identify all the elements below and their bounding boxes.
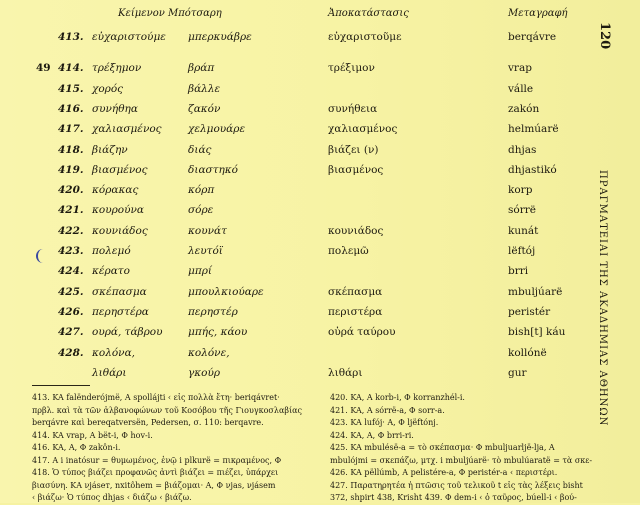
entry-number: 417.	[58, 123, 84, 136]
table-row	[0, 164, 600, 182]
greek-word: χορός	[92, 82, 124, 95]
table-row	[0, 123, 600, 141]
footnote-line: 416. KA, A, Φ zakôn-i.	[32, 443, 121, 452]
transcription: kunát	[508, 224, 539, 237]
transcription: lëftój	[508, 245, 536, 257]
table-row	[0, 225, 600, 243]
manuscript-form: περηστέρ	[188, 305, 238, 318]
transcription: zakón	[508, 102, 540, 115]
transcription: sórrë	[508, 204, 536, 217]
entry-number: 426.	[58, 305, 84, 318]
transcription: gur	[508, 366, 527, 379]
footnote-line: 425. KA mbulésë-a = τὸ σκέπασμα· Φ mbuljuarljë-lja, A	[330, 443, 555, 452]
footnotes-left	[32, 392, 302, 505]
table-row	[0, 265, 600, 283]
transcription: peristér	[508, 305, 551, 318]
entry-number: 413.	[58, 31, 84, 43]
greek-word: τρέξημον	[92, 62, 142, 75]
manuscript-form: μπής, κάου	[188, 326, 248, 339]
entry-number: 428.	[58, 346, 84, 359]
greek-word: ουρά, τάβρου	[92, 326, 163, 339]
footnote-line: 372, shpirt 438, Krisht 439. Φ dem-i ‹ ὁ ταῦρος, búell-i ‹ βού-	[330, 493, 577, 502]
table-row	[0, 103, 600, 121]
greek-word: κολόνα,	[92, 346, 135, 359]
footnote-line: 418. Ὁ τύπος βιάζει προφανῶς ἀντὶ βιάζει = πιέζει, ὑπάρχει	[32, 468, 279, 477]
running-title: ΠΡΑΓΜΑΤΕΙΑΙ ΤΗΣ ΑΚΑΔΗΜΙΑΣ ΑΘΗΝΩΝ	[597, 170, 608, 427]
transcription: bish[t] káu	[508, 326, 566, 339]
entry-number: 425.	[58, 285, 84, 298]
footnote-separator	[32, 385, 90, 386]
table-row	[0, 347, 600, 365]
table-row	[0, 286, 600, 304]
greek-word: συνήθηα	[92, 102, 138, 115]
restored-form: σκέπασμα	[328, 285, 383, 298]
entry-number: 423.	[58, 245, 84, 257]
restored-form: οὐρά ταύρου	[328, 326, 396, 339]
entry-number: 422.	[58, 224, 84, 237]
footnote-line: ‹ βιάζω· Ὁ τύπος dhjas ‹ διάζω ‹ βιάζω.	[32, 493, 192, 502]
restored-form: πολεμῶ	[328, 245, 369, 257]
manuscript-form: κόρπ	[188, 184, 215, 197]
footnote-line: 420. KA, A korb-i, Φ korranzhél-i.	[330, 393, 465, 402]
greek-word: εὐχαριστούμε	[92, 31, 166, 43]
footnote-line: βιασύνη. ΚΑ νjáseт, nxitôhem = βιάζομαι· Α, Φ νjas, νjásem	[32, 480, 276, 490]
greek-word: κουρούνα	[92, 204, 144, 217]
manuscript-form: σόρε	[188, 204, 214, 217]
restored-form: συνήθεια	[328, 102, 378, 115]
greek-word: βιασμένος	[92, 163, 148, 176]
greek-word: λιθάρι	[92, 366, 127, 379]
section-number: 49	[36, 62, 51, 75]
restored-form: περιστέρα	[328, 305, 383, 318]
table-row	[0, 144, 600, 162]
header-col-transcription: Μεταγραφή	[508, 8, 568, 19]
greek-word: κουνιάδος	[92, 224, 148, 237]
manuscript-form: βράπ	[188, 62, 215, 75]
restored-form: λιθάρι	[328, 366, 363, 379]
manuscript-form: διαστηκό	[188, 163, 239, 176]
footnote-line: 426. KA pëllúmb, A pelistére-a, Φ peristér-a ‹ περιστέρι.	[330, 468, 558, 477]
manuscript-form: μπουλκιούαρε	[188, 285, 264, 298]
restored-form: εὐχαριστοῦμε	[328, 31, 402, 43]
transcription: berqávre	[508, 31, 557, 43]
greek-word: κόρακας	[92, 184, 139, 197]
entry-number: 427.	[58, 326, 84, 339]
entry-number: 414.	[58, 62, 84, 75]
transcription: kollónë	[508, 346, 547, 359]
transcription: brri	[508, 265, 529, 278]
greek-word: πολεμό	[92, 245, 131, 257]
footnote-line: πρβλ. καὶ τὰ τῶν ἀλβανοφώνων τοῦ Κοσόβου τῆς Γιουγκοσλαβίας	[32, 405, 302, 415]
footnotes-right	[330, 392, 592, 505]
transcription: dhjas	[508, 143, 537, 156]
restored-form: βιάζει (ν)	[328, 143, 379, 156]
manuscript-form: διάς	[188, 143, 212, 156]
table-row	[0, 31, 600, 49]
table-row	[0, 83, 600, 101]
entry-number: 416.	[58, 102, 84, 115]
greek-word: περηστέρα	[92, 305, 149, 318]
transcription: vrap	[508, 62, 532, 75]
entry-number: 419.	[58, 163, 84, 176]
footnote-line: 417. A i inatósur = θυμωμένος, ἐνῷ i plkurë = πικραμένος, Φ	[32, 455, 282, 465]
restored-form: κουνιάδος	[328, 224, 384, 237]
manuscript-form: βάλλε	[188, 82, 221, 95]
transcription: mbuljúarë	[508, 285, 563, 298]
footnote-line: 424. KA, A, Φ brri-ri.	[330, 430, 414, 440]
entry-number: 420.	[58, 184, 84, 197]
footnote-line: 413. KA falënderójmë, A spollájti ‹ εἰς πολλὰ ἔτη· beriqávret·	[32, 393, 280, 402]
restored-form: βιασμένος	[328, 163, 384, 176]
manuscript-form: μπρί	[188, 265, 213, 278]
header-col-restoration: Ἀποκατάστασις	[328, 8, 409, 19]
greek-word: σκέπασμα	[92, 285, 147, 298]
footnote-line: 427. Παρατηρητέα ἡ πτῶσις τοῦ τελικοῦ t εἰς τὰς λέξεις bisht	[330, 480, 583, 490]
table-row	[0, 62, 600, 80]
table-row	[0, 184, 600, 202]
entry-number: 424.	[58, 265, 84, 278]
manuscript-form: μπερκυάβρε	[188, 31, 252, 43]
greek-word: κέρατο	[92, 265, 130, 278]
handwritten-bracket-mark	[36, 249, 44, 263]
footnote-line: 423. KA lufój· A, Φ ljëftónj.	[330, 418, 439, 427]
restored-form: τρέξιμον	[328, 62, 375, 75]
footnote-line: berqávre καὶ bereqatversën, Pedersen, σ. 110: berqavre.	[32, 418, 264, 427]
manuscript-form: κουνάτ	[188, 224, 227, 237]
restored-form: χαλιασμένος	[328, 123, 398, 136]
entry-number: 415.	[58, 82, 84, 95]
transcription: válle	[508, 82, 534, 95]
manuscript-form: λευτόϊ	[188, 245, 223, 257]
table-row	[0, 326, 600, 344]
manuscript-form: ζακόν	[188, 102, 221, 115]
footnote-line: 414. KA vrap, A bët-i, Φ hov-i.	[32, 430, 153, 440]
table-row	[0, 367, 600, 385]
manuscript-form: κολόνε,	[188, 346, 230, 359]
entry-number: 418.	[58, 143, 84, 156]
page-number: 120	[597, 22, 612, 50]
greek-word: βιάζην	[92, 143, 128, 156]
transcription: korp	[508, 184, 533, 197]
manuscript-form: χελμουάρε	[188, 123, 246, 136]
footnote-line: mbulójmi = σκεπάζω, μτχ. i mbuljúarë· τὸ mbulúaratë = τὰ σκε-	[330, 455, 593, 465]
transcription: helmúarë	[508, 123, 559, 136]
footnote-line: 421. KA, A sórrë-a, Φ sorr-a.	[330, 405, 445, 415]
transcription: dhjastikó	[508, 163, 557, 176]
table-row	[0, 306, 600, 324]
table-row	[0, 245, 600, 263]
entry-number: 421.	[58, 204, 84, 217]
greek-word: χαλιασμένος	[92, 123, 162, 136]
header-col-manuscript: Κείμενον Μπότσαρη	[118, 8, 222, 19]
manuscript-form: γκούρ	[188, 366, 221, 379]
table-row	[0, 204, 600, 222]
